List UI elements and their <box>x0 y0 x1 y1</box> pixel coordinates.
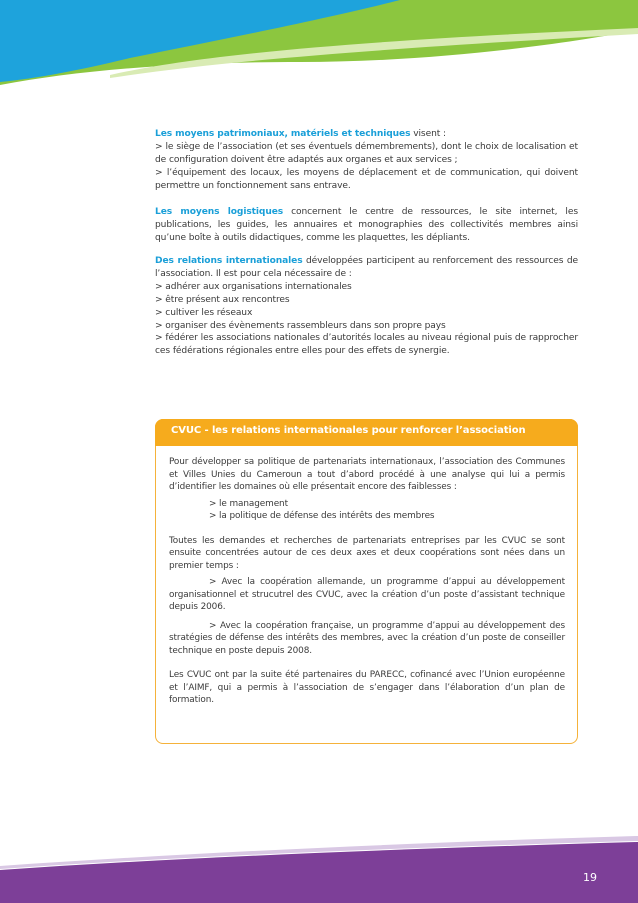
international-relations-heading: Des relations internationales <box>155 256 303 266</box>
header-wave-decoration <box>0 0 638 110</box>
patrimonial-means-heading: Les moyens patrimoniaux, matériels et techniques <box>155 129 411 139</box>
logistic-means-section <box>155 206 578 245</box>
french-cooperation-item: > Avec la coopération française, un programme d’appui au développement des stratégies de défense des intérêts des membres, avec la création d’un poste de conseiller technique en poste depuis 2008. <box>169 620 565 656</box>
case-study-header <box>155 419 578 446</box>
case-study-paragraph-2: Toutes les demandes et recherches de partenariats entreprises par les CVUC se sont ensuite concentrées autour de ces deux axes et deux coopérations sont nées dans un premier temps : <box>169 535 565 571</box>
list-item: > cultiver les réseaux <box>155 307 253 318</box>
list-item: > le siège de l’association (et ses éventuels démembrements), dont le choix de localisation et de configuration doivent être adaptés aux organes et aux services ; <box>155 141 578 165</box>
list-item: > être présent aux rencontres <box>155 294 290 305</box>
international-relations-text: développées participent au renforcement des ressources de l’association. Il est pour cela nécessaire de : <box>155 256 578 279</box>
logistic-means-paragraph <box>155 206 578 245</box>
page-number: 19 <box>583 871 597 884</box>
cvuc-case-study-box <box>155 419 578 744</box>
logistic-means-text: concernent le centre de ressources, le site internet, les publications, les guides, les annuaires et monographies des collectivités membres ainsi qu’une boîte à outils didactiques, comme les plaquettes, les dépliants. <box>155 207 578 243</box>
case-study-intro: Pour développer sa politique de partenariats internationaux, l’association des Communes et Villes Unies du Cameroun a tout d’abord procédé à une analyse qui lui a permis d’identifier les domaines où elle présentait encore des faiblesses : <box>169 457 565 492</box>
case-study-title: CVUC - les relations internationales pour renforcer l’association <box>171 425 526 436</box>
german-cooperation-item: > Avec la coopération allemande, un programme d’appui au développement organisationnel et strucutrel des CVUC, avec la création d’un poste d’assistant technique depuis 2006. <box>169 577 565 612</box>
list-item: > le management <box>209 498 288 509</box>
list-item: > adhérer aux organisations internationales <box>155 281 352 292</box>
list-item: > fédérer les associations nationales d’autorités locales au niveau régional puis de rapprocher ces fédérations régionales entre elles pour des effets de synergie. <box>155 333 578 357</box>
list-item: > la politique de défense des intérêts des membres <box>209 511 435 521</box>
patrimonial-means-lead <box>155 128 578 141</box>
list-item: > organiser des évènements rassembleurs dans son propre pays <box>155 320 446 331</box>
case-study-paragraph-3: Les CVUC ont par la suite été partenaires du PARECC, cofinancé avec l’Union européenne et l’AIMF, qui a permis à l’association de s’engager dans l’élaboration d’un plan de formation. <box>169 670 565 705</box>
international-relations-section <box>155 255 578 358</box>
footer-wave-decoration <box>0 828 638 903</box>
patrimonial-means-section <box>155 128 578 193</box>
patrimonial-means-lead-text: visent : <box>410 129 446 139</box>
list-item: > l’équipement des locaux, les moyens de déplacement et de communication, qui doivent permettre un fonctionnement sans entrave. <box>155 167 578 191</box>
weakness-list <box>169 498 565 523</box>
logistic-means-heading: Les moyens logistiques <box>155 207 284 217</box>
case-study-body <box>169 456 565 719</box>
international-relations-paragraph <box>155 255 578 281</box>
